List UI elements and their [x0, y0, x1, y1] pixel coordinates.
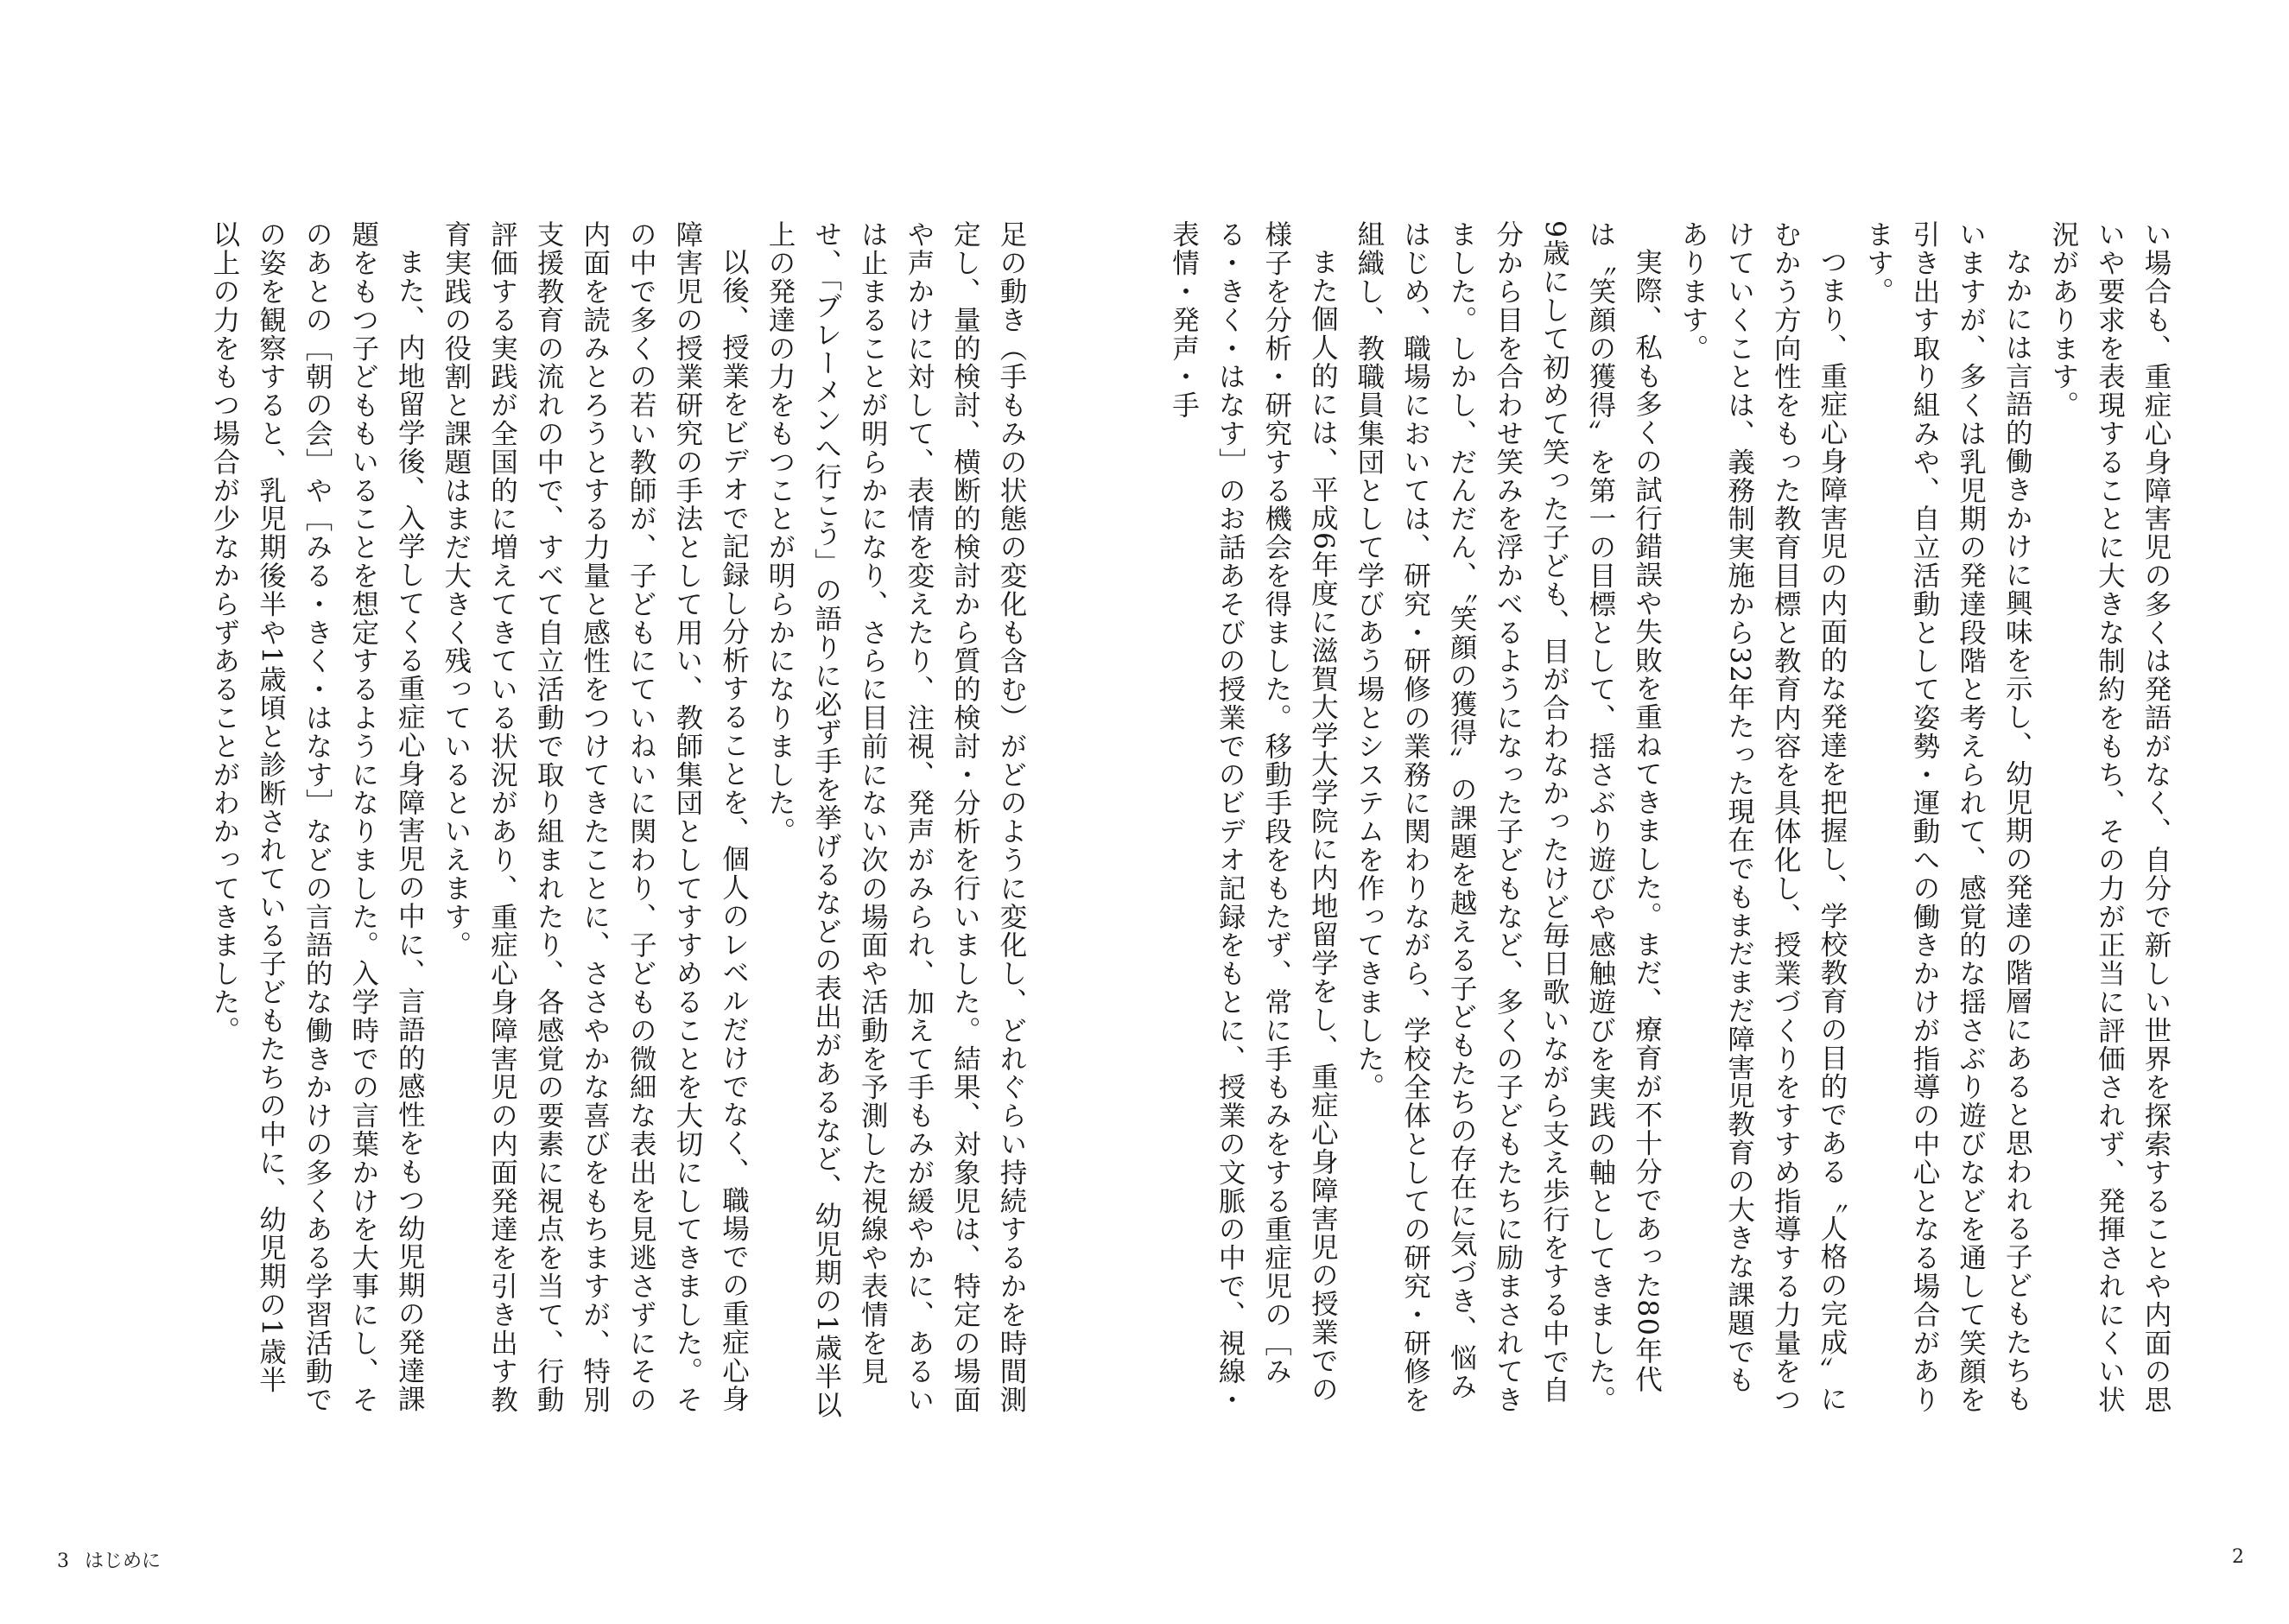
right-page-footer — [2232, 1546, 2244, 1568]
left-paragraph-1: 足の動き（手もみの状態の変化も含む）がどのように変化し、どれぐらい持続するかを時間測定し、量的検討、横断的検討から質的検討・分析を行いました。結果、対象児は、特定の場面や声かけに対して、表情を変えたり、注視、発声がみられ、加えて手もみが緩やかに、あるいは止まることが明らかになり、さらに目前にない次の場面や活動を予測した視線や表情を見せ、「ブレーメンへ行こう」の語りに必ず手を挙げるなどの表出があるなど、幼児期の1歳半以上の発達の力をもつことが明らかになりました。 — [764, 220, 1027, 1419]
running-head: はじめに — [85, 1551, 162, 1572]
right-paragraph-4: 実際、私も多くの試行錯誤や失敗を重ねてきました。まだ、療育が不十分であった80年代は〝笑顔の獲得〟を第一の目標として、揺さぶり遊びや感触遊びを実践の軸としてきました。9歳にして初めて笑った子ども、目が合わなかったけど毎日歌いながら支え歩行をする中で自分から目を合わせ笑みを浮かべるようになった子どもなど、多くの子どもたちに励まされてきました。しかし、だんだん、〝笑顔の獲得〟の課題を越える子どもたちの存在に気づき、悩みはじめ、職場においては、研究・研修の業務に関わりながら、学校全体としての研究・研修を組織し、教職員集団として学びあう場とシステムを作ってきました。 — [1353, 220, 1663, 1414]
right-paragraph-3: つまり、重症心身障害児の内面的な発達を把握し、学校教育の目的である〝人格の完成〟にむかう方向性をもった教育目標と教育内容を具体化し、授業づくりをすすめ指導する力量をつけていくことは、義務制実施から32年たった現在でもまだまだ障害児教育の大きな課題でもあります。 — [1677, 220, 1848, 1414]
left-paragraph-2: 以後、授業をビデオで記録し分析することを、個人のレベルだけでなく、職場での重症心身障害児の授業研究の手法として用い、教師集団としてすすめることを大切にしてきました。その中で多くの若い教師が、子どもにていねいに関わり、子どもの微細な表出を見逃さずにその内面を読みとろうとする力量と感性をつけてきたことに、ささやかな喜びをもちますが、特別支援教育の流れの中で、すべて自立活動で取り組まれたり、各感覚の要素に視点を当て、行動評価する実践が全国的に増えてきている状況があり、重症心身障害児の内面発達を引き出す教育実践の役割と課題はまだ大きく残っているといえます。 — [440, 220, 750, 1414]
right-paragraph-5: また個人的には、平成6年度に滋賀大学大学院に内地留学をし、重症心身障害児の授業での様子を分析・研究する機会を得ました。移動手段をもたず、常に手もみをする重症児の［みる・きく・はなす］のお話あそびの授業でのビデオ記録をもとに、授業の文脈の中で、視線・表情・発声・手 — [1168, 220, 1339, 1414]
right-paragraph-1: い場合も、重症心身障害児の多くは発語がなく、自分で新しい世界を探索することや内面の思いや要求を表現することに大きな制約をもち、その力が正当に評価されず、発揮されにくい状況があります。 — [2047, 220, 2172, 1414]
right-page-body — [1168, 220, 2178, 1421]
right-paragraph-2: なかには言語的働きかけに興味を示し、幼児期の発達の階層にあると思われる子どもたちもいますが、多くは乳児期の発達段階と考えられて、感覚的な揺さぶり遊びなどを通して笑顔を引き出す取り組みや、自立活動として姿勢・運動への働きかけが指導の中心となる場合があります。 — [1862, 220, 2033, 1414]
left-paragraph-3: また、内地留学後、入学してくる重症心身障害児の中に、言語的感性をもつ幼児期の発達課題をもつ子どももいることを想定するようになりました。入学時での言葉かけを大事にし、そのあとの［朝の会］や［みる・きく・はなす］などの言語的な働きかけの多くある学習活動での姿を観察すると、乳児期後半や1歳頃と診断されている子どもたちの中に、幼児期の1歳半以上の力をもつ場合が少なからずあることがわかってきました。 — [208, 220, 426, 1414]
left-page-footer — [57, 1546, 161, 1573]
right-page — [1144, 0, 2289, 1624]
left-page-body — [170, 220, 1034, 1421]
left-page-number: 3 — [57, 1551, 69, 1572]
right-page-number: 2 — [2232, 1546, 2244, 1568]
left-page — [0, 0, 1144, 1624]
